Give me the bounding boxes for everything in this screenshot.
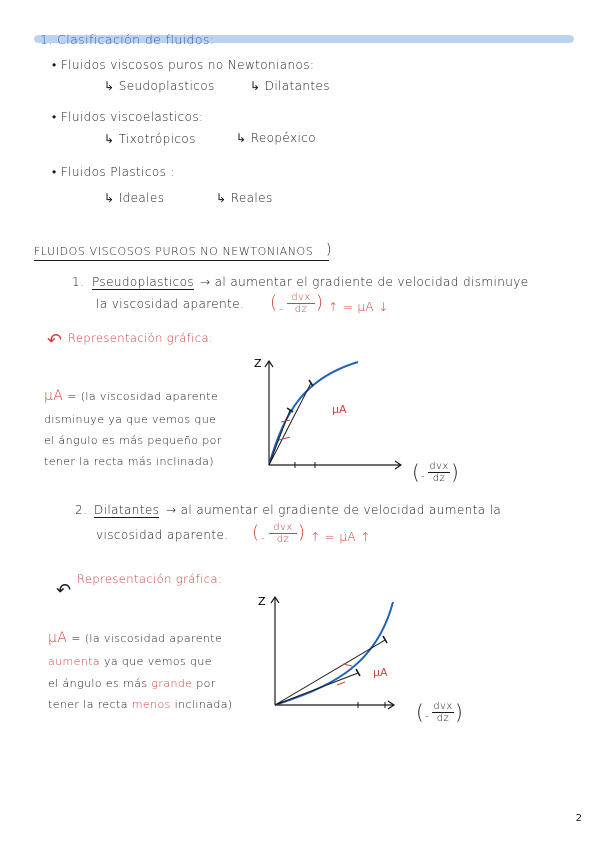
sub-item: ↳ Seudoplasticos <box>104 79 215 93</box>
explanation-line: el ángulo es más grande por <box>48 677 216 690</box>
y-axis-label: Z <box>254 357 262 370</box>
curve-label: μA <box>373 666 388 679</box>
item-number: 2. <box>75 503 88 517</box>
sub-item: ↳ Reopéxico <box>236 131 316 145</box>
item-name: Pseudoplasticos <box>92 275 195 289</box>
dilatant-graph <box>255 590 455 720</box>
secant-line <box>269 383 311 465</box>
explanation-line: el ángulo es más pequeño por <box>44 434 222 447</box>
formula-result: ↑ = μA ↓ <box>328 300 389 314</box>
curved-arrow-icon: ↶ <box>56 580 72 601</box>
y-axis-label: Z <box>258 595 266 608</box>
axis-paren-close: ) <box>451 460 460 484</box>
arrow-icon: ↳ <box>104 79 115 93</box>
secant-line <box>275 640 385 705</box>
bullet-text: Fluidos viscosos puros no Newtonianos: <box>60 58 315 72</box>
formula-paren-close: ) <box>316 292 324 313</box>
heading-underline <box>34 260 329 261</box>
explanation-line: μA = (la viscosidad aparente <box>44 388 219 404</box>
representation-label: Representación gráfica: <box>77 572 223 586</box>
sub-item: ↳ Dilatantes <box>250 79 330 93</box>
minus-sign: - <box>421 471 426 482</box>
mu-symbol: μA <box>48 630 68 646</box>
angle-arc <box>343 664 352 666</box>
point-mark <box>356 669 360 676</box>
page-number: 2 <box>575 813 582 824</box>
arrow-icon: ↳ <box>104 132 115 146</box>
bullet-text: Fluidos Plasticos : <box>60 165 175 179</box>
page-title: 1. Clasificación de fluidos: <box>40 32 215 47</box>
axis-paren-open: ( <box>412 460 421 484</box>
formula-fraction: dvx dz <box>269 522 297 545</box>
formula-paren-close: ) <box>298 522 306 543</box>
item-name: Dilatantes <box>94 503 160 517</box>
arrow-icon: ↳ <box>104 191 115 205</box>
sub-item: ↳ Tixotrópicos <box>104 132 196 146</box>
formula-paren-open: ( <box>270 292 278 313</box>
curved-arrow-icon: ↶ <box>47 330 63 351</box>
formula-fraction: dvx dz <box>287 292 315 315</box>
arrow-icon: ↳ <box>236 131 247 145</box>
list-item: • Fluidos viscoelasticos: <box>52 110 204 124</box>
minus-sign: - <box>279 302 284 315</box>
x-axis-label: dvx dz <box>433 701 453 724</box>
axis-paren-open: ( <box>416 700 425 724</box>
angle-arc <box>337 682 345 685</box>
item-description-cont: la viscosidad aparente. <box>96 297 245 311</box>
mu-symbol: μA <box>44 388 64 404</box>
minus-sign: - <box>425 711 430 722</box>
arrow-icon: ↳ <box>250 79 261 93</box>
bracket-glyph: ) <box>326 242 332 258</box>
representation-label: Representación gráfica: <box>68 331 214 345</box>
item-description-cont: viscosidad aparente. <box>96 528 229 542</box>
x-axis-label: dvx dz <box>429 461 449 484</box>
curve-label: μA <box>332 403 347 416</box>
sub-item: ↳ Ideales <box>104 191 165 205</box>
list-item: • Fluidos Plasticos : <box>52 165 175 179</box>
section-heading: FLUIDOS VISCOSOS PUROS NO NEWTONIANOS <box>34 245 314 258</box>
curve <box>275 602 393 705</box>
item-description: → al aumentar el gradiente de velocidad disminuye <box>200 275 529 289</box>
arrow-icon: ↳ <box>216 191 227 205</box>
explanation-line: disminuye ya que vemos que <box>44 413 217 426</box>
point-mark <box>383 636 387 643</box>
item-description: → al aumentar el gradiente de velocidad aumenta la <box>166 503 502 517</box>
explanation-line: aumenta ya que vemos que <box>48 655 212 668</box>
secant-line <box>275 673 358 705</box>
bullet-text: Fluidos viscoelasticos: <box>60 110 204 124</box>
sub-item: ↳ Reales <box>216 191 273 205</box>
formula-result: ↑ = μA ↑ <box>310 530 371 544</box>
explanation-line: μA = (la viscosidad aparente <box>48 630 223 646</box>
formula-paren-open: ( <box>252 522 260 543</box>
explanation-line: tener la recta más inclinada) <box>44 455 214 468</box>
explanation-line: tener la recta menos inclinada) <box>48 698 233 711</box>
angle-arc <box>279 437 290 440</box>
item-number: 1. <box>72 275 85 289</box>
minus-sign: - <box>261 531 266 544</box>
axis-paren-close: ) <box>455 700 464 724</box>
list-item: • Fluidos viscosos puros no Newtonianos: <box>52 58 315 72</box>
